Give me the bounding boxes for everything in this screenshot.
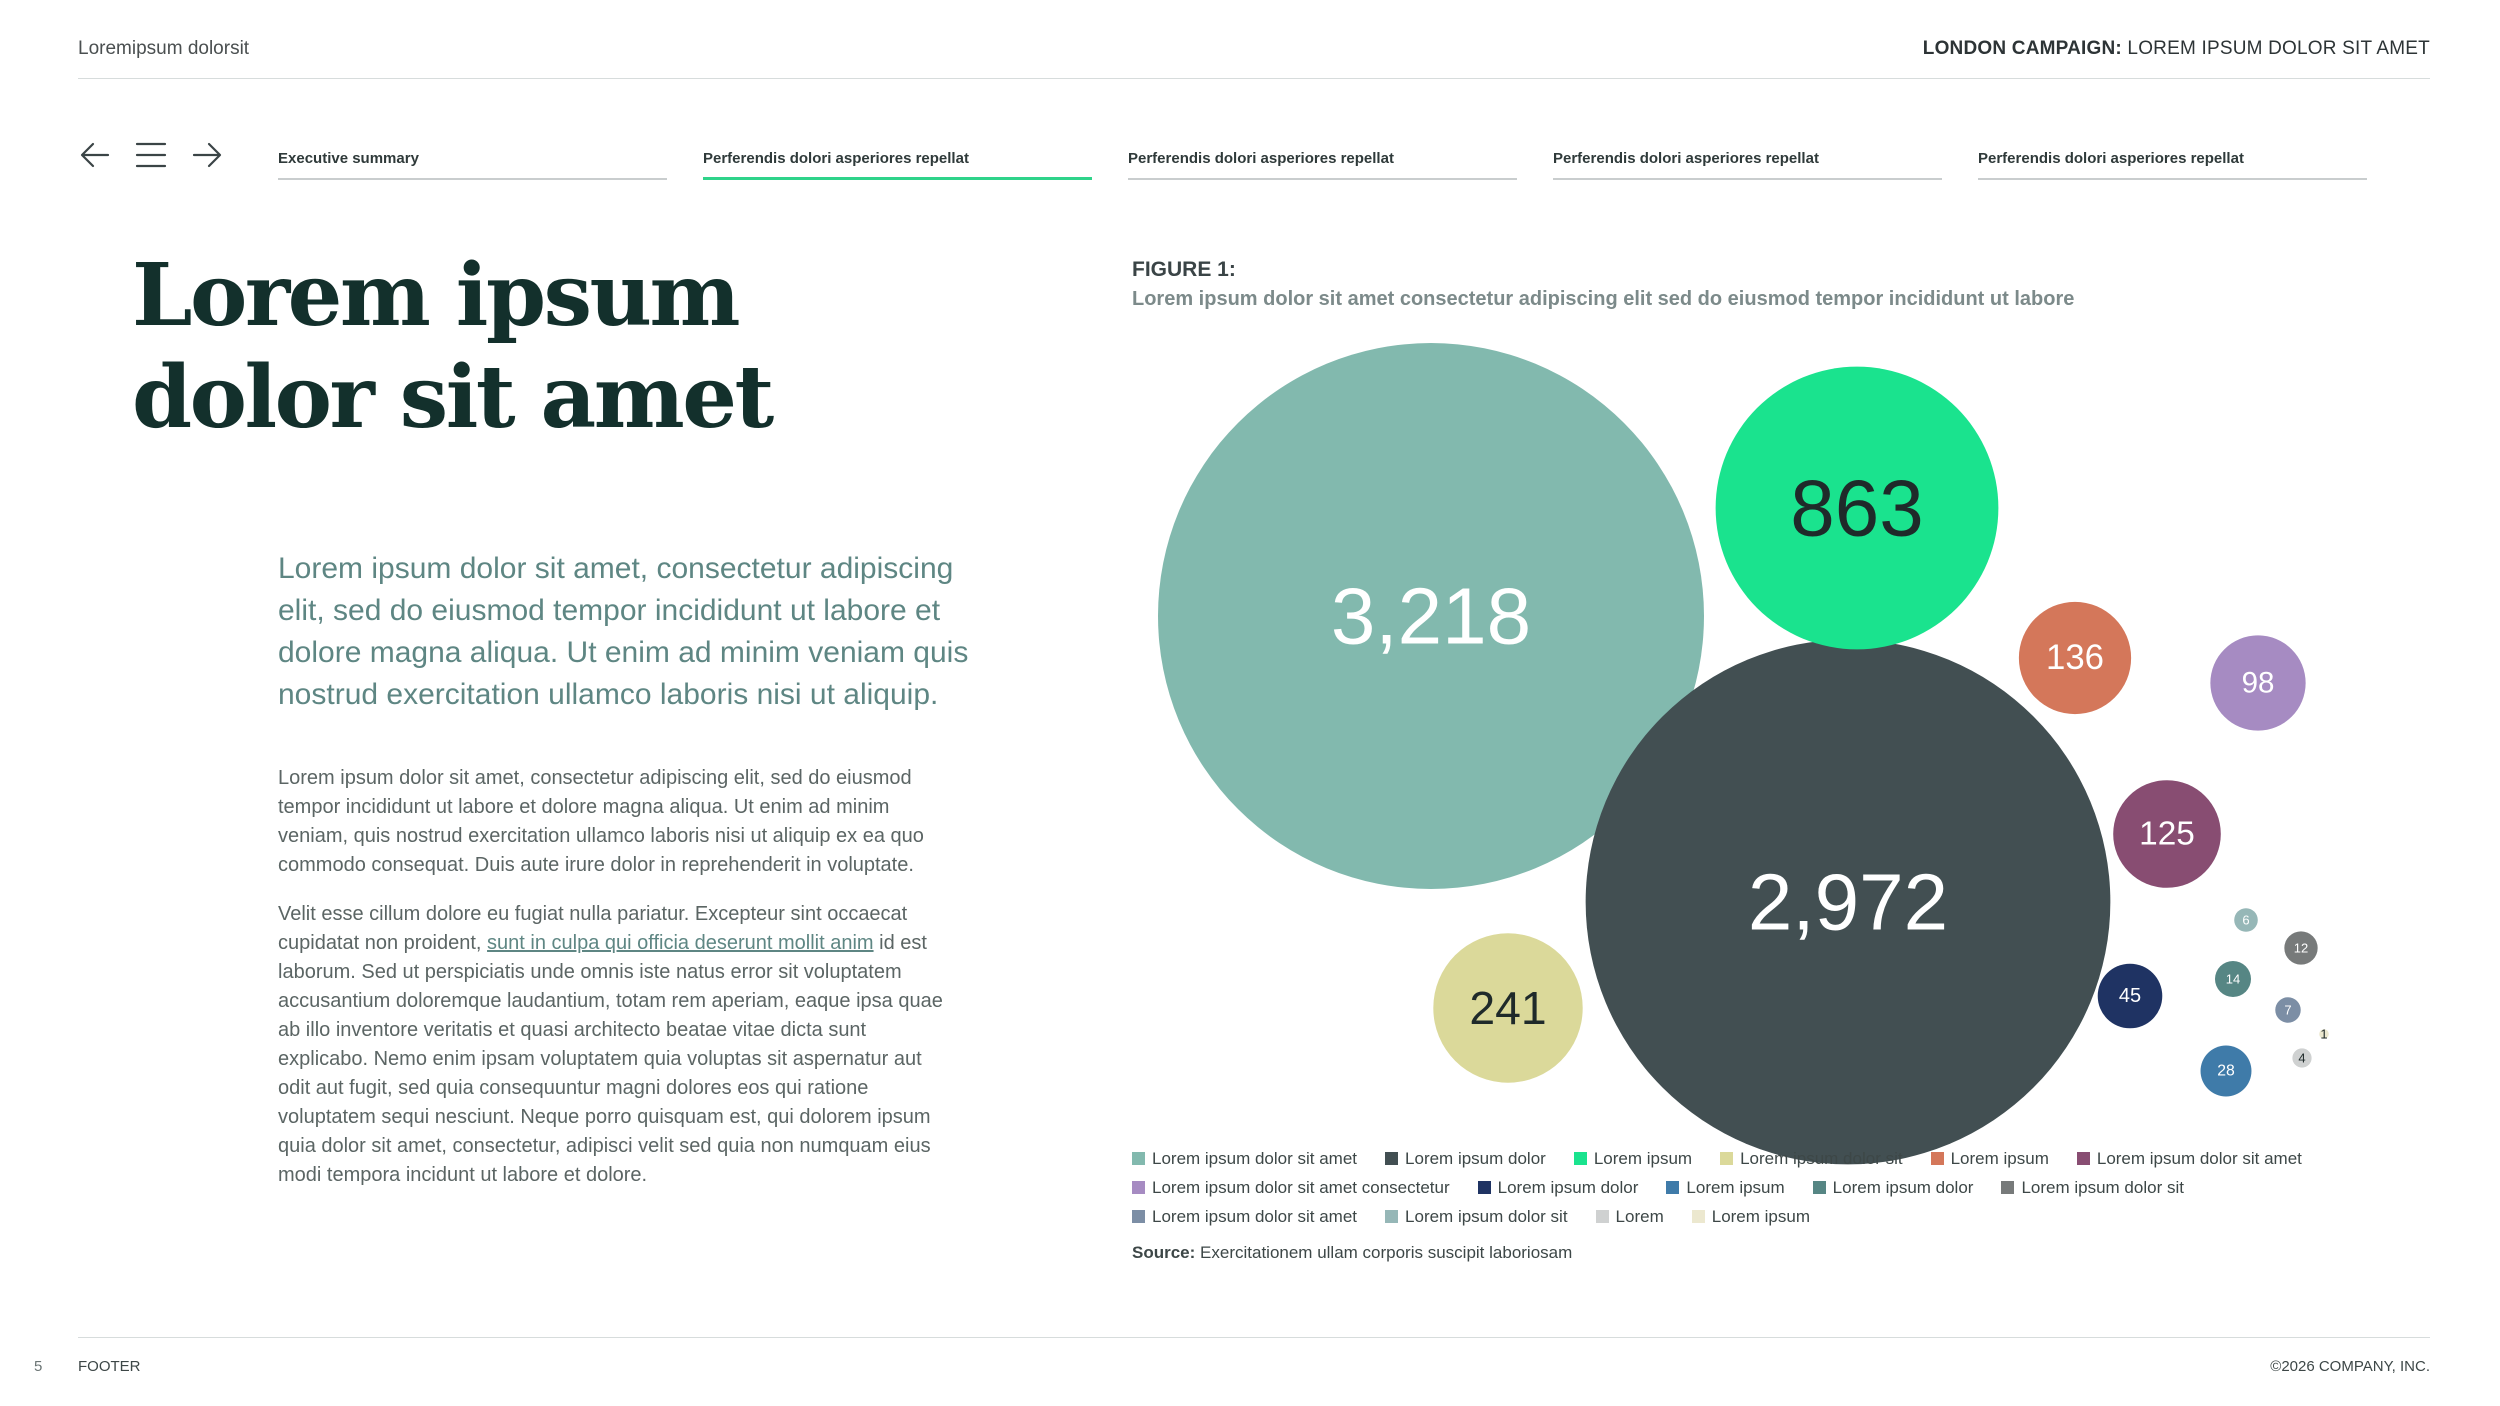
bubble-label-12: 7 — [2284, 1002, 2292, 1018]
bubble-label-2: 2,972 — [1747, 857, 1949, 947]
legend-label: Lorem ipsum dolor — [1832, 1177, 1974, 1197]
legend-item-5 — [1931, 1148, 2049, 1169]
tab-section-4[interactable]: Perferendis dolori asperiores repellat — [1553, 150, 1942, 180]
bubble-14[interactable] — [2292, 1048, 2311, 1067]
bubble-label-3: 863 — [1790, 463, 1924, 553]
legend-label: Lorem ipsum dolor — [1405, 1148, 1546, 1168]
legend-swatch — [1931, 1152, 1944, 1165]
menu-icon[interactable] — [134, 138, 168, 172]
legend-swatch — [1478, 1181, 1491, 1194]
bubble-3[interactable] — [1716, 367, 1999, 650]
body-paragraph-2-end: id est laborum. Sed ut perspiciatis unde omnis iste natus error sit voluptatem accusantium doloremque laudantium, totam rem aperiam, eaque ipsa quae ab illo inventore veritatis et quasi architecto beatae vitae dicta sunt explicabo. Nemo enim ipsam voluptatem quia voluptas sit aspernatur aut odit aut fugit, sed quia consequuntur magni dolores eos qui ratione voluptatem sequi nesciunt. Neque porro quisquam est, qui dolorem ipsum quia dolor sit amet, consectetur, adipisci velit sed quia non numquam eius modi tempora incidunt ut labore et dolore. — [278, 932, 943, 1186]
header-campaign-text: LOREM IPSUM DOLOR SIT AMET — [2127, 38, 2430, 59]
legend-label: Lorem — [1615, 1206, 1664, 1226]
nav-controls — [78, 138, 224, 172]
bubble-10[interactable] — [2215, 961, 2251, 997]
bubble-label-4: 241 — [1469, 982, 1547, 1034]
body-paragraph-1: Lorem ipsum dolor sit amet, consectetur adipiscing elit, sed do eiusmod tempor incididunt ut labore et dolore magna aliqua. Ut enim ad minim veniam, quis nostrud exercitation ullamco laboris nisi ut aliquip ex ea quo commodo consequat. Duis aute irure dolor in reprehenderit in voluptate. — [278, 767, 924, 876]
legend-swatch — [1132, 1152, 1145, 1165]
body-paragraph-2-start: Velit esse cillum dolore eu fugiat nulla pariatur. Excepteur sint occaecat cupidatat non proident, — [278, 903, 908, 954]
header-campaign-bold: LONDON CAMPAIGN: — [1922, 38, 2122, 59]
legend-item-6 — [2077, 1148, 2302, 1169]
arrow-right-icon[interactable] — [190, 138, 224, 172]
legend-item-13 — [1385, 1206, 1568, 1227]
footer-label: FOOTER — [78, 1358, 141, 1375]
legend-item-1 — [1132, 1148, 1357, 1169]
bubble-label-7: 98 — [2241, 666, 2275, 700]
legend-swatch — [1692, 1210, 1705, 1223]
legend-item-12 — [1132, 1206, 1357, 1227]
legend-item-2 — [1385, 1148, 1546, 1169]
bubble-label-10: 14 — [2225, 971, 2241, 987]
chart-legend — [1132, 1148, 2312, 1227]
body-inline-link[interactable]: sunt in culpa qui officia deserunt mollit anim — [487, 932, 874, 954]
legend-swatch — [1813, 1181, 1826, 1194]
legend-item-8 — [1478, 1177, 1639, 1198]
legend-label: Lorem ipsum — [1950, 1148, 2049, 1168]
header-campaign-title — [1923, 38, 2430, 60]
legend-label: Lorem ipsum dolor sit — [2021, 1177, 2184, 1197]
page-title-line-2: dolor sit amet — [132, 347, 772, 448]
bubble-9[interactable] — [2201, 1046, 2252, 1097]
legend-item-3 — [1574, 1148, 1692, 1169]
figure-label: FIGURE 1: — [1132, 258, 1236, 281]
tab-section-2[interactable]: Perferendis dolori asperiores repellat — [703, 150, 1092, 180]
page-title — [132, 245, 832, 449]
tab-section-5[interactable]: Perferendis dolori asperiores repellat — [1978, 150, 2367, 180]
legend-swatch — [1720, 1152, 1733, 1165]
figure-source — [1132, 1243, 1572, 1263]
body-paragraph-2 — [278, 900, 958, 1190]
bubble-8[interactable] — [2098, 964, 2163, 1029]
bubble-4[interactable] — [1433, 933, 1582, 1082]
legend-item-4 — [1720, 1148, 1903, 1169]
bubble-7[interactable] — [2210, 635, 2305, 730]
footer-copyright: ©2026 COMPANY, INC. — [2270, 1358, 2430, 1375]
bubble-label-1: 3,218 — [1330, 571, 1532, 661]
legend-item-9 — [1666, 1177, 1784, 1198]
legend-swatch — [1574, 1152, 1587, 1165]
footer-divider — [78, 1337, 2430, 1338]
legend-label: Lorem ipsum dolor sit amet consectetur — [1152, 1177, 1450, 1197]
bubble-11[interactable] — [2284, 931, 2317, 964]
legend-swatch — [1132, 1210, 1145, 1223]
legend-swatch — [1666, 1181, 1679, 1194]
legend-label: Lorem ipsum dolor — [1497, 1177, 1639, 1197]
bubble-6[interactable] — [2113, 780, 2221, 888]
bubble-13[interactable] — [2234, 908, 2258, 932]
legend-label: Lorem ipsum dolor sit — [1740, 1148, 1903, 1168]
bubble-label-6: 125 — [2139, 815, 2195, 853]
bubble-12[interactable] — [2275, 997, 2300, 1022]
legend-label: Lorem ipsum dolor sit amet — [1152, 1148, 1358, 1168]
figure-title: Lorem ipsum dolor sit amet consectetur adipiscing elit sed do eiusmod tempor incididunt ut labore — [1132, 288, 2075, 310]
bubble-label-5: 136 — [2045, 639, 2105, 677]
legend-item-7 — [1132, 1177, 1450, 1198]
bubble-label-8: 45 — [2118, 985, 2142, 1007]
legend-item-15 — [1692, 1206, 1810, 1227]
bubble-5[interactable] — [2019, 602, 2131, 714]
legend-item-10 — [1813, 1177, 1974, 1198]
legend-label: Lorem ipsum — [1686, 1177, 1785, 1197]
bubble-label-11: 12 — [2293, 940, 2309, 956]
legend-swatch — [1132, 1181, 1145, 1194]
tab-executive-summary[interactable]: Executive summary — [278, 150, 667, 180]
bubble-label-15: 1 — [2320, 1026, 2328, 1042]
bubble-2[interactable] — [1586, 640, 2111, 1165]
page-number: 5 — [34, 1358, 43, 1375]
page-title-line-1: Lorem ipsum — [132, 245, 739, 346]
legend-swatch — [1385, 1210, 1398, 1223]
legend-swatch — [2077, 1152, 2090, 1165]
legend-label: Lorem ipsum dolor sit amet — [1152, 1206, 1358, 1226]
legend-label: Lorem ipsum — [1593, 1148, 1693, 1168]
legend-item-11 — [2001, 1177, 2184, 1198]
section-tabs — [278, 150, 2367, 180]
bubble-15[interactable] — [2319, 1029, 2329, 1039]
legend-swatch — [2001, 1181, 2014, 1194]
legend-label: Lorem ipsum dolor sit — [1405, 1206, 1568, 1226]
legend-label: Lorem ipsum dolor sit amet — [2096, 1148, 2302, 1168]
legend-item-14 — [1596, 1206, 1664, 1227]
legend-swatch — [1596, 1210, 1609, 1223]
legend-label: Lorem ipsum — [1711, 1206, 1810, 1226]
lead-paragraph: Lorem ipsum dolor sit amet, consectetur adipiscing elit, sed do eiusmod tempor incididunt ut labore et dolore magna aliqua. Ut enim ad minim veniam quis nostrud exercitation ullamco laboris nisi ut aliquip. — [278, 552, 969, 711]
arrow-left-icon[interactable] — [78, 138, 112, 172]
bubble-label-13: 6 — [2242, 912, 2250, 928]
bubble-label-14: 4 — [2298, 1050, 2306, 1066]
bubble-label-9: 28 — [2217, 1062, 2235, 1080]
source-text: Exercitationem ullam corporis suscipit laboriosam — [1200, 1243, 1573, 1262]
legend-swatch — [1385, 1152, 1398, 1165]
tab-section-3[interactable]: Perferendis dolori asperiores repellat — [1128, 150, 1517, 180]
source-label: Source: — [1132, 1243, 1196, 1262]
header-left-label: Loremipsum dolorsit — [78, 38, 250, 59]
header-divider — [78, 78, 2430, 79]
